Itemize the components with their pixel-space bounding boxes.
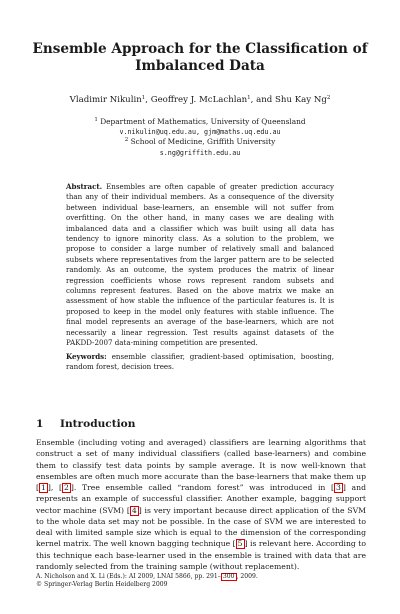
page-footer <box>36 573 366 589</box>
author-affil-mark: 1 <box>141 95 146 101</box>
section-title: Introduction <box>60 418 136 430</box>
abstract <box>66 182 334 349</box>
author-name: Vladimir Nikulin <box>69 95 142 105</box>
affil-dept: Department of Mathematics, University of Queensland <box>100 117 306 126</box>
citation-link[interactable]: 2 <box>63 483 69 492</box>
intro-text: is relevant here. According to this technique each base-learner used in the ensemble is trained with data that are randomly selected from the training sample (without replacement). <box>36 539 367 571</box>
author-list <box>20 95 380 105</box>
citation-link[interactable]: 5 <box>237 539 243 549</box>
citation-text: , 2009. <box>236 573 258 580</box>
affil-emails: v.nikulin@uq.edu.au, gjm@maths.uq.edu.au <box>119 128 281 137</box>
affil-email: s.ng@griffith.edu.au <box>159 148 241 157</box>
author-affil-mark: 1 <box>247 95 251 101</box>
author-affil-mark: 2 <box>326 95 331 101</box>
citation-link[interactable]: 1 <box>41 483 46 492</box>
copyright-line: © Springer-Verlag Berlin Heidelberg 2009 <box>36 581 168 589</box>
intro-text: is very important because direct application of the SVM to the whole data set may not be possible. In the case of SVM we are interested to deal with limited sample size which is equal to the dimension of the corresponding kernel matrix. The well known bagging technique <box>36 505 366 549</box>
keywords <box>66 352 334 373</box>
abstract-text: Ensembles are often capable of greater prediction accuracy than any of their individual members. As a consequence of the diversity between individual base-learners, an ensemble will not suffer from overfitting. On the other hand, in many cases we are dealing with imbalanced data and a classifier which was built using all data has tendency to ignore minority class. As a solution to the problem, we propose to consider a large number of relatively small and balanced subsets where representatives from the larger pattern are to be selected randomly. As an outcome, the system produces the matrix of linear regression coefficients whose rows represent random subsets and columns represent features. Based on the above matrix we make an assessment of how stable the influence of the particular features is. It is proposed to keep in the model only features with stable influence. The final model represents an average of the base-learners, which are not necessarily a linear regression. Test results against datasets of the PAKDD-2007 data-mining competition are presented. <box>66 182 334 348</box>
affil-mark: 1 <box>94 117 98 123</box>
section-number: 1 <box>36 418 44 430</box>
affiliations <box>20 117 380 158</box>
author-separator: , <box>145 95 151 105</box>
affiliation-2 <box>20 137 380 147</box>
affil-mark: 2 <box>124 137 129 144</box>
keywords-text: ensemble classifier, gradient-based optimisation, boosting, random forest, decision trees. <box>66 352 334 372</box>
section-heading <box>36 418 135 430</box>
author-name: Geoffrey J. McLachlan <box>150 95 248 105</box>
intro-text: Ensemble (including voting and averaged) classifiers are learning algorithms that construct a set of many individual classifiers (called base-learners) and combine them to classify test data points by sample average. It is now well-known that ensembles are often much more accurate than the base-learners that make them up <box>36 438 366 481</box>
author-separator: , and <box>250 95 276 105</box>
page-link[interactable]: 300 <box>222 573 235 580</box>
intro-text: , <box>50 483 59 492</box>
citation-link[interactable]: 4 <box>131 505 137 515</box>
intro-text: . Tree ensemble called “random forest” was introduced in <box>73 483 332 492</box>
abstract-label: Abstract. <box>66 182 103 191</box>
affil-school: School of Medicine, Griffith University <box>130 137 276 147</box>
citation-link[interactable]: 3 <box>336 483 341 492</box>
affiliation-1 <box>20 117 380 127</box>
paper-title: Ensemble Approach for the Classification of Imbalanced Data <box>32 41 368 74</box>
citation-text: A. Nicholson and X. Li (Eds.): AI 2009, LNAI 5866, pp. 291– <box>36 573 221 580</box>
citation-line <box>36 573 366 581</box>
keywords-label: Keywords: <box>66 352 107 361</box>
author-name: Shu Kay Ng <box>275 95 327 105</box>
intro-paragraph: Ensemble (including voting and averaged) classifiers are learning algorithms that construct a set of many individual classifiers (called base-learners) and combine them to classify test data points by sample average. It is now well-known that ensembles are often much more accurate than the base-learners that make them up [ 1 ], [ 2 ]. Tree ensemble called “random forest” was introduced in [ 3 ] and represents an example of successful classifier. Another example, bagging support vector machine (SVM) [ 4 ] is very important because direct application of the SVM to the whole data set may not be possible. In the case of SVM we are interested to deal with limited sample size which is equal to the dimension of the corresponding kernel matrix. The well known bagging technique [ 5 ] is relevant here. According to this technique each base-learner used in the ensemble is trained with data that are randomly selected from the training sample (without replacement). <box>36 438 367 571</box>
intro-text: and represents an example of successful classifier. Another example, bagging support vector machine (SVM) <box>36 483 367 515</box>
